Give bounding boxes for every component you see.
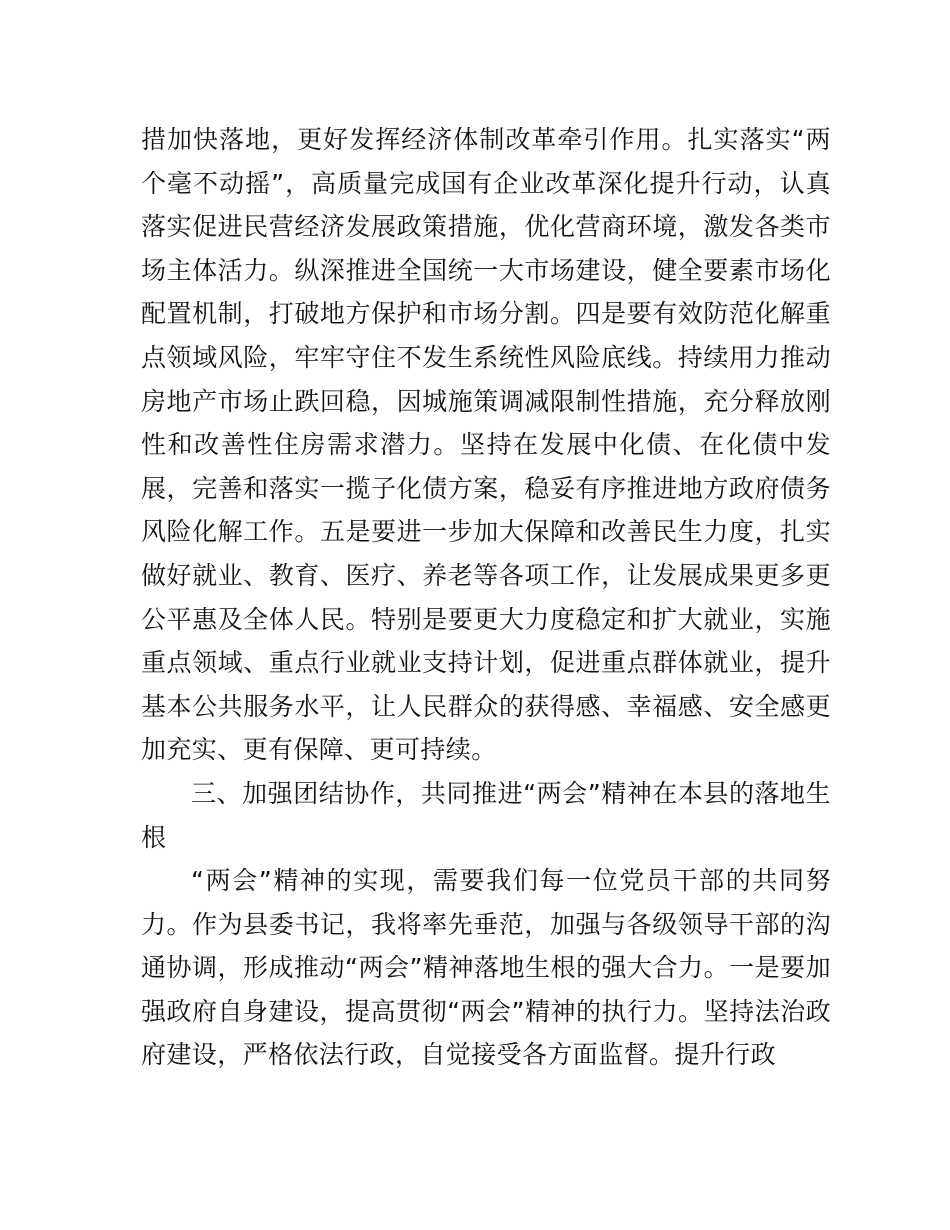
body-paragraph-2: “两会”精神的实现，需要我们每一位党员干部的共同努力。作为县委书记，我将率先垂范，加强与各级领导干部的沟通协调，形成推动“两会”精神落地生根的强大合力。一是要加强政府自身建设，提高贯彻“两会”精神的执行力。坚持法治政府建设，严格依法行政，自觉接受各方面监督。提升行政 (141, 866, 831, 1070)
document-body (141, 118, 831, 1077)
body-paragraph-1: 措加快落地，更好发挥经济体制改革牵引作用。扎实落实“两个毫不动摇”，高质量完成国有企业改革深化提升行动，认真落实促进民营经济发展政策措施，优化营商环境，激发各类市场主体活力。纵深推进全国统一大市场建设，健全要素市场化配置机制，打破地方保护和市场分割。四是要有效防范化解重点领域风险，牢牢守住不发生系统性风险底线。持续用力推动房地产市场止跌回稳，因城施策调减限制性措施，充分释放刚性和改善性住房需求潜力。坚持在发展中化债、在化债中发展，完善和落实一揽子化债方案，稳妥有序推进地方政府债务风险化解工作。五是要进一步加大保障和改善民生力度，扎实做好就业、教育、医疗、养老等各项工作，让发展成果更多更公平惠及全体人民。特别是要更大力度稳定和扩大就业，实施重点领域、重点行业就业支持计划，促进重点群体就业，提升基本公共服务水平，让人民群众的获得感、幸福感、安全感更加充实、更有保障、更可持续。 (141, 125, 831, 765)
section-heading-3: 三、加强团结协作，共同推进“两会”精神在本县的落地生根 (141, 778, 831, 852)
